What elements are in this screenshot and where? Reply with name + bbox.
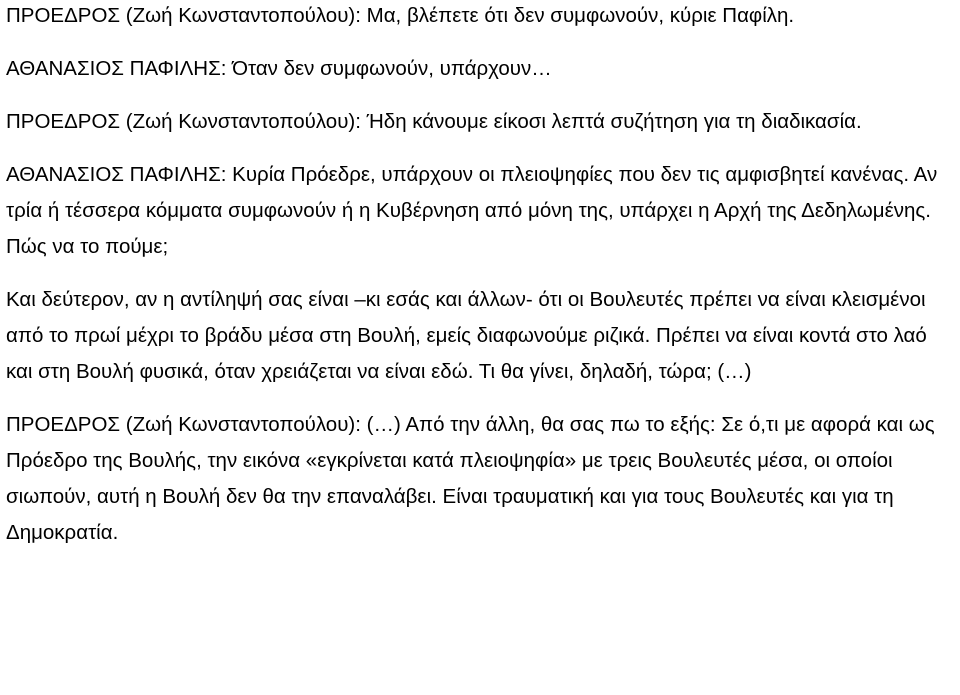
paragraph-pafilis-3: Και δεύτερον, αν η αντίληψή σας είναι –κι εσάς και άλλων- ότι οι Βουλευτές πρέπει να είναι κλεισμένοι από το πρωί μέχρι το βράδυ μέσα στη Βουλή, εμείς διαφωνούμε ριζικά. Πρέπει να είναι κοντά στο λαό και στη Βουλή φυσικά, όταν χρειάζεται να είναι εδώ. Τι θα γίνει, δηλαδή, τώρα; (…): [6, 288, 927, 383]
paragraph-pafilis-2: ΑΘΑΝΑΣΙΟΣ ΠΑΦΙΛΗΣ: Κυρία Πρόεδρε, υπάρχουν οι πλειοψηφίες που δεν τις αμφισβητεί κανένας. Αν τρία ή τέσσερα κόμματα συμφωνούν ή η Κυβέρνηση από μόνη της, υπάρχει η Αρχή της Δεδηλωμένης. Πώς να το πούμε;: [6, 163, 938, 258]
paragraph-president-1: ΠΡΟΕΔΡΟΣ (Ζωή Κωνσταντοπούλου): Μα, βλέπετε ότι δεν συμφωνούν, κύριε Παφίλη.: [6, 4, 795, 27]
paragraph-pafilis-1: ΑΘΑΝΑΣΙΟΣ ΠΑΦΙΛΗΣ: Όταν δεν συμφωνούν, υπάρχουν…: [6, 57, 552, 80]
paragraph-president-3: ΠΡΟΕΔΡΟΣ (Ζωή Κωνσταντοπούλου): (…) Από την άλλη, θα σας πω το εξής: Σε ό,τι με αφορά και ως Πρόεδρο της Βουλής, την εικόνα «εγκρίνεται κατά πλειοψηφία» με τρεις Βουλευτές μέσα, οι οποίοι σιωπούν, αυτή η Βουλή δεν θα την επαναλάβει. Είναι τραυματική και για τους Βουλευτές και για τη Δημοκρατία.: [6, 413, 935, 544]
paragraph-president-2: ΠΡΟΕΔΡΟΣ (Ζωή Κωνσταντοπούλου): Ήδη κάνουμε είκοσι λεπτά συζήτηση για τη διαδικασία.: [6, 110, 862, 133]
